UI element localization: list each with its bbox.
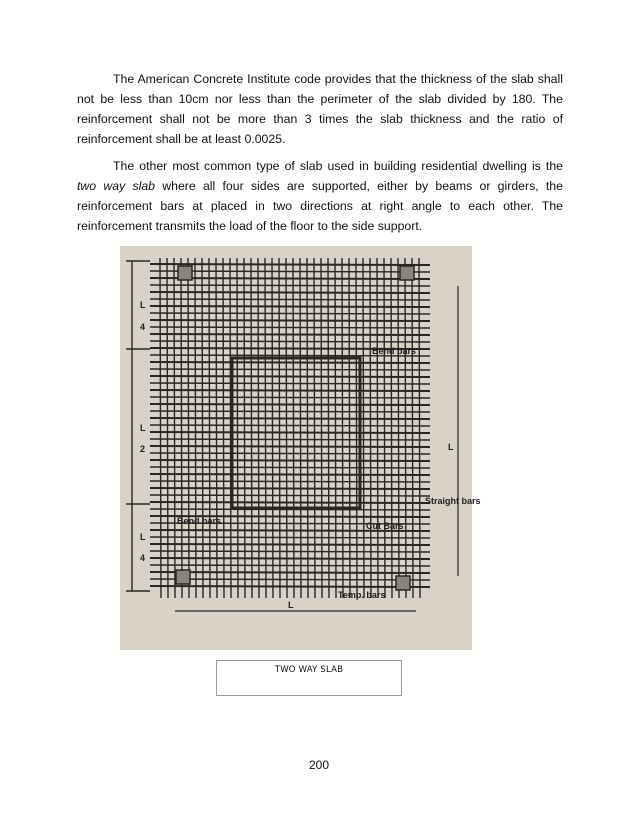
horizontal-bar [150,460,430,461]
vertical-bar [188,258,189,598]
two-way-slab-emphasis: two way slab [77,179,156,193]
vertical-bar [349,258,350,598]
label-straight-bars: Straight bars [425,496,481,506]
span-label-bottom: L [288,600,294,610]
dim-top-numerator: L [140,300,146,310]
vertical-bar [272,258,273,598]
horizontal-bar [150,495,430,496]
vertical-bar [356,258,357,598]
vertical-bar [419,258,420,598]
horizontal-bar [150,383,430,384]
vertical-bar [244,258,245,598]
horizontal-bar [150,502,430,503]
vertical-bar [370,258,371,598]
vertical-bar [202,258,203,598]
horizontal-bar [150,544,430,545]
vertical-bar [300,258,301,598]
column-square [176,570,190,584]
reinforcement-bars [150,258,430,598]
vertical-bar [209,258,210,598]
figure-caption: TWO WAY SLAB [274,665,344,675]
dim-bottom-numerator: L [140,532,146,542]
vertical-bar [293,258,294,598]
horizontal-bar [150,439,430,440]
horizontal-bar [150,306,430,307]
vertical-bar [342,258,343,598]
vertical-bar [174,258,175,598]
horizontal-bar [150,397,430,398]
vertical-bar [258,258,259,598]
vertical-bar [307,258,308,598]
span-label-right: L [448,442,454,452]
vertical-bar [195,258,196,598]
column-square [400,266,414,280]
vertical-bar [314,258,315,598]
vertical-bar [363,258,364,598]
horizontal-bar [150,579,430,580]
two-way-slab-figure [120,246,481,650]
label-bend-bars-bottom: Bend bars [177,516,222,526]
horizontal-bar [150,446,430,447]
label-bend-bars-top: Bend bars [372,346,417,356]
vertical-bar [216,258,217,598]
vertical-bar [181,258,182,598]
horizontal-bar [150,285,430,286]
vertical-bar [223,258,224,598]
column-square [396,576,410,590]
paragraph-two-way-slab [77,156,563,236]
vertical-bar [405,258,406,598]
vertical-bar [286,258,287,598]
horizontal-bar [150,299,430,300]
horizontal-bar [150,334,430,335]
slab-reinforcement-drawing [120,246,481,650]
horizontal-bar [150,369,430,370]
horizontal-bar [150,327,430,328]
horizontal-bar [150,292,430,293]
paragraph-two-way-slab-after: where all four sides are supported, either by beams or girders, the reinforcement bars at placed in two directions at right angle to each other. The reinforcement transmits the load of the floor to the side support. [77,179,563,233]
vertical-bar [279,258,280,598]
horizontal-bar [150,537,430,538]
horizontal-bar [150,558,430,559]
horizontal-bar [150,320,430,321]
horizontal-bar [150,362,430,363]
vertical-bar [265,258,266,598]
vertical-bar [391,258,392,598]
horizontal-bar [150,572,430,573]
horizontal-bar [150,411,430,412]
figure-caption-box [216,660,402,696]
vertical-bar [412,258,413,598]
vertical-bar [377,258,378,598]
horizontal-bar [150,425,430,426]
horizontal-bar [150,467,430,468]
dim-mid-numerator: L [140,423,146,433]
horizontal-bar [150,474,430,475]
horizontal-bar [150,404,430,405]
vertical-bar [335,258,336,598]
horizontal-bar [150,432,430,433]
horizontal-bar [150,313,430,314]
column-square [178,266,192,280]
horizontal-bar [150,264,430,265]
dim-mid-denominator: 2 [140,444,146,454]
vertical-bar [321,258,322,598]
vertical-bar [237,258,238,598]
paragraph-aci-code: The American Concrete Institute code provides that the thickness of the slab shall not be less than 10cm nor less than the perimeter of the slab divided by 180. The reinforcement shall not be more than 3 times the slab thickness and the ratio of reinforcement shall be at least 0.0025. [77,72,563,146]
vertical-bar [384,258,385,598]
vertical-bar [167,258,168,598]
horizontal-bar [150,481,430,482]
horizontal-bar [150,488,430,489]
horizontal-bar [150,586,430,587]
horizontal-bar [150,376,430,377]
page-number: 200 [308,758,330,772]
horizontal-bar [150,390,430,391]
vertical-bar [160,258,161,598]
vertical-bar [328,258,329,598]
horizontal-bar [150,418,430,419]
horizontal-bar [150,453,430,454]
dim-top-denominator: 4 [140,322,146,332]
dim-bottom-denominator: 4 [140,553,146,563]
label-temp-bars: Temp. bars [338,590,386,600]
vertical-bar [398,258,399,598]
horizontal-bar [150,565,430,566]
paragraph-two-way-slab-before: The other most common type of slab used in building residential dwelling is the [113,159,563,173]
label-cut-bars: Cut Bars [366,521,404,531]
vertical-bar [251,258,252,598]
horizontal-bar [150,551,430,552]
horizontal-bar [150,341,430,342]
